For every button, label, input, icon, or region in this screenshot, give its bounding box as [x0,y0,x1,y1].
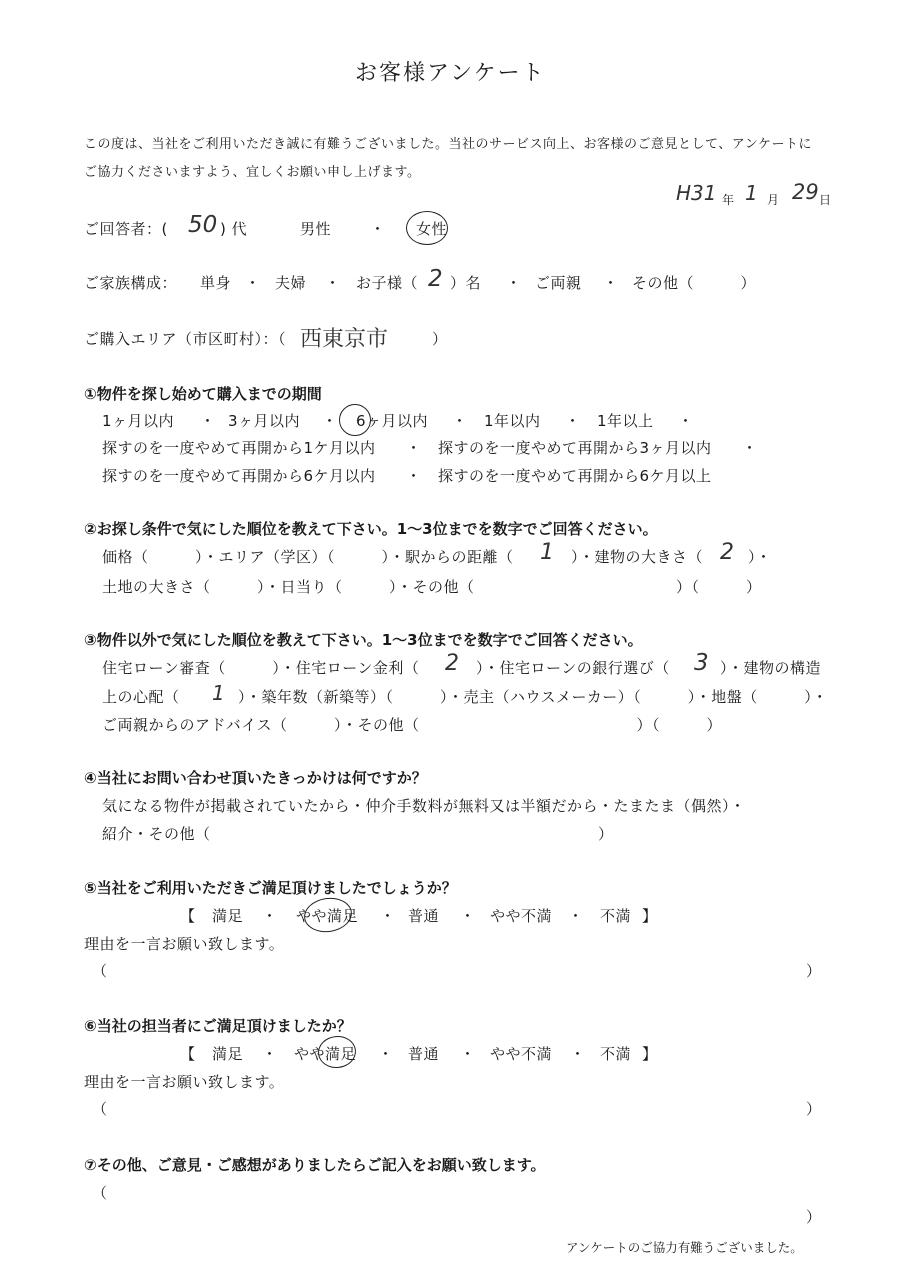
q1-opt-1: 1ヶ月以内 [102,412,175,430]
q7-paren-open: （ [92,1184,108,1202]
q2-title: ②お探し条件で気にした順位を教えて下さい。1～3位までを数字でご回答ください。 [84,520,658,538]
intro-line-2: ご協力くださいますよう、宜しくお願い申し上げます。 [84,165,421,180]
q5-opt-4: やや不満 [490,907,553,925]
q3-line-2b: ）・築年数（新築等）（ ）・売主（ハウスメーカー）（ ）・地盤（ ）・ [238,688,828,706]
q1-opt-2: 3ヶ月以内 [228,412,301,430]
q3-title: ③物件以外で気にした順位を教えて下さい。1～3位までを数字でご回答ください。 [84,631,643,649]
gender-separator: ・ [370,220,386,238]
q6-opt-2: やや満足 [294,1045,357,1063]
q6-opt-5: 不満 [600,1045,632,1063]
q6-dot-4: ・ [570,1045,586,1063]
date-era-year: H31 [676,181,717,205]
respondent-age: 50 [188,212,218,238]
q1-opt-9: 探すのを一度やめて再開から6ケ月以上 [438,467,712,485]
q3-answer-structure: 1 [212,681,225,705]
q1-title: ①物件を探し始めて購入までの期間 [84,385,322,403]
family-other: その他（ ） [632,274,757,292]
q2-line-1c: ）・ [748,548,772,566]
q1-dot: ・ [452,412,468,430]
q3-line-2a: 上の心配（ [102,688,180,706]
q1-opt-7: 探すのを一度やめて再開から3ヶ月以内 [438,439,712,457]
q1-dot: ・ [322,412,338,430]
q5-opt-5: 不満 [600,907,632,925]
family-dot-4: ・ [603,274,619,292]
q6-close-bracket: 】 [642,1045,658,1063]
q5-opt-1: 満足 [212,907,244,925]
q6-opt-4: やや不満 [490,1045,553,1063]
q2-line-1a: 価格（ ）・エリア（学区）（ ）・駅からの距離（ [102,548,514,566]
page-title: お客様アンケート [355,61,546,86]
q1-opt-6: 探すのを一度やめて再開から1ケ月以内 [102,439,376,457]
q5-open-bracket: 【 [180,907,196,925]
q1-dot: ・ [406,467,422,485]
date-day: 29 [792,180,819,204]
respondent-label: ご回答者：( [84,220,168,238]
q3-answer-rate: 2 [445,651,459,676]
q4-title: ④当社にお問い合わせ頂いたきっかけは何ですか？ [84,769,427,787]
q5-dot-2: ・ [380,907,396,925]
q5-opt-2-circle-mark [302,895,354,935]
q6-dot-2: ・ [378,1045,394,1063]
q1-opt-5: 1年以上 [597,412,654,430]
q3-line-1b: ）・住宅ローンの銀行選び（ [476,659,670,677]
q2-line-1b: ）・建物の大きさ（ [571,548,704,566]
intro-line-1: この度は、当社をご利用いただき誠に有難うございました。当社のサービス向上、お客様のご意見として、アンケートに [84,137,812,152]
family-children-count: 2 [428,266,443,292]
gender-male: 男性 [300,220,332,238]
q4-line-1: 気になる物件が掲載されていたから・仲介手数料が無料又は半額だから・たまたま（偶然）・ [102,797,746,815]
q5-close-bracket: 】 [642,907,658,925]
q5-opt-3: 普通 [408,907,440,925]
q1-opt-3: 6ヶ月以内 [356,412,429,430]
q5-paren-close: ） [806,962,822,980]
q1-opt-4: 1年以内 [484,412,541,430]
q1-dot: ・ [565,412,581,430]
date-day-label: 日 [819,193,832,207]
q1-dot: ・ [678,412,694,430]
q3-line-3: ご両親からのアドバイス（ ）・その他（ ）（ ） [102,716,723,734]
footer-thanks: アンケートのご協力有難うございました。 [566,1240,803,1255]
q6-dot-3: ・ [460,1045,476,1063]
family-dot-3: ・ [506,274,522,292]
date-month-label: 月 [767,193,780,207]
area-label: ご購入エリア（市区町村）：（ [84,330,287,348]
q5-opt-2: やや満足 [296,907,359,925]
q1-opt-3-circle-mark [339,404,371,436]
female-circle-mark [406,211,448,245]
q7-title: ⑦その他、ご意見・ご感想がありましたらご記入をお願い致します。 [84,1156,546,1174]
area-value: 西東京市 [300,327,389,352]
family-children-suffix: ）名 [450,274,482,292]
q5-title: ⑤当社をご利用いただきご満足頂けましたでしょうか？ [84,879,457,897]
q6-title: ⑥当社の担当者にご満足頂けましたか？ [84,1017,352,1035]
date-month: 1 [745,181,758,205]
q3-answer-bank: 3 [694,650,709,676]
q7-paren-close: ） [806,1208,822,1226]
area-close: ） [432,330,448,348]
family-parents: ご両親 [535,274,582,292]
q4-line-2: 紹介・その他（ ） [102,825,614,843]
gender-female: 女性 [416,220,448,238]
q6-dot-1: ・ [262,1045,278,1063]
q6-paren-open: （ [92,1100,108,1118]
q6-opt-3: 普通 [408,1045,440,1063]
q2-answer-station: 1 [540,540,554,565]
family-children-prefix: お子様（ [356,274,419,292]
family-dot-2: ・ [325,274,341,292]
q5-dot-1: ・ [262,907,278,925]
family-dot-1: ・ [245,274,261,292]
respondent-age-suffix: ) 代 [220,220,248,238]
family-couple: 夫婦 [275,274,307,292]
q2-answer-building: 2 [720,540,734,565]
q1-dot: ・ [742,439,758,457]
q5-dot-4: ・ [568,907,584,925]
q6-paren-close: ） [806,1100,822,1118]
q6-opt-1: 満足 [212,1045,244,1063]
q6-reason-label: 理由を一言お願い致します。 [84,1073,285,1091]
q6-opt-2-circle-mark [316,1034,357,1070]
family-single: 単身 [200,274,232,292]
q3-line-1a: 住宅ローン審査（ ）・住宅ローン金利（ [102,659,420,677]
q6-open-bracket: 【 [180,1045,196,1063]
q1-dot: ・ [200,412,216,430]
q5-paren-open: （ [92,962,108,980]
family-label: ご家族構成： [84,274,178,292]
q1-dot: ・ [406,439,422,457]
date-year-label: 年 [722,193,735,207]
q5-dot-3: ・ [460,907,476,925]
q3-line-1c: ）・建物の構造 [720,659,822,677]
q5-reason-label: 理由を一言お願い致します。 [84,935,285,953]
q2-line-2: 土地の大きさ（ ）・日当り（ ）・その他（ ）（ ） [102,578,762,596]
q1-opt-8: 探すのを一度やめて再開から6ケ月以内 [102,467,376,485]
